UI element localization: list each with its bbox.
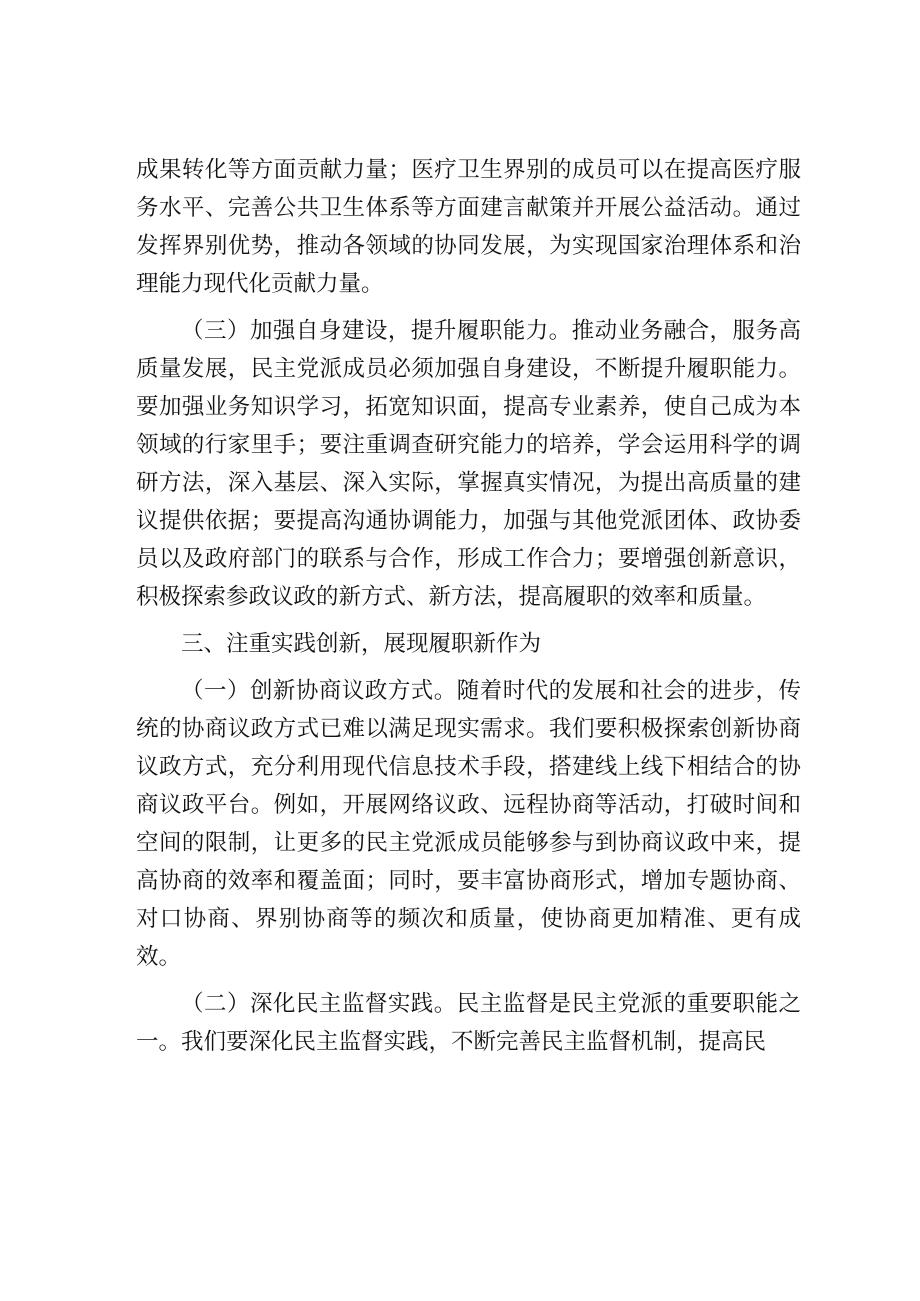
paragraph-section-3-2: （二）深化民主监督实践。民主监督是民主党派的重要职能之一。我们要深化民主监督实践，不断完善民主监督机制，提高民 [136,991,801,1055]
paragraph-section-3-1: （一）创新协商议政方式。随着时代的发展和社会的进步，传统的协商议政方式已难以满足现实需求。我们要积极探索创新协商议政方式，充分利用现代信息技术手段，搭建线上线下相结合的协商议政平台。例如，开展网络议政、远程协商等活动，打破时间和空间的限制，让更多的民主党派成员能够参与到协商议政中来，提高协商的效率和覆盖面；同时，要丰富协商形式，增加专题协商、对口协商、界别协商等的频次和质量，使协商更加精准、更有成效。 [136,678,801,970]
paragraph-section-2-3: （三）加强自身建设，提升履职能力。推动业务融合，服务高质量发展，民主党派成员必须加强自身建设，不断提升履职能力。要加强业务知识学习，拓宽知识面，提高专业素养，使自己成为本领域的行家里手；要注重调查研究能力的培养，学会运用科学的调研方法，深入基层、深入实际，掌握真实情况，为提出高质量的建议提供依据；要提高沟通协调能力，加强与其他党派团体、政协委员以及政府部门的联系与合作，形成工作合力；要增强创新意识，积极探索参政议政的新方式、新方法，提高履职的效率和质量。 [136,318,801,610]
document-body [136,151,801,1070]
paragraph-intro-continuation: 成果转化等方面贡献力量；医疗卫生界别的成员可以在提高医疗服务水平、完善公共卫生体系等方面建言献策并开展公益活动。通过发挥界别优势，推动各领域的协同发展，为实现国家治理体系和治理能力现代化贡献力量。 [136,157,801,297]
section-heading-3: 三、注重实践创新，展现履职新作为 [181,631,542,657]
